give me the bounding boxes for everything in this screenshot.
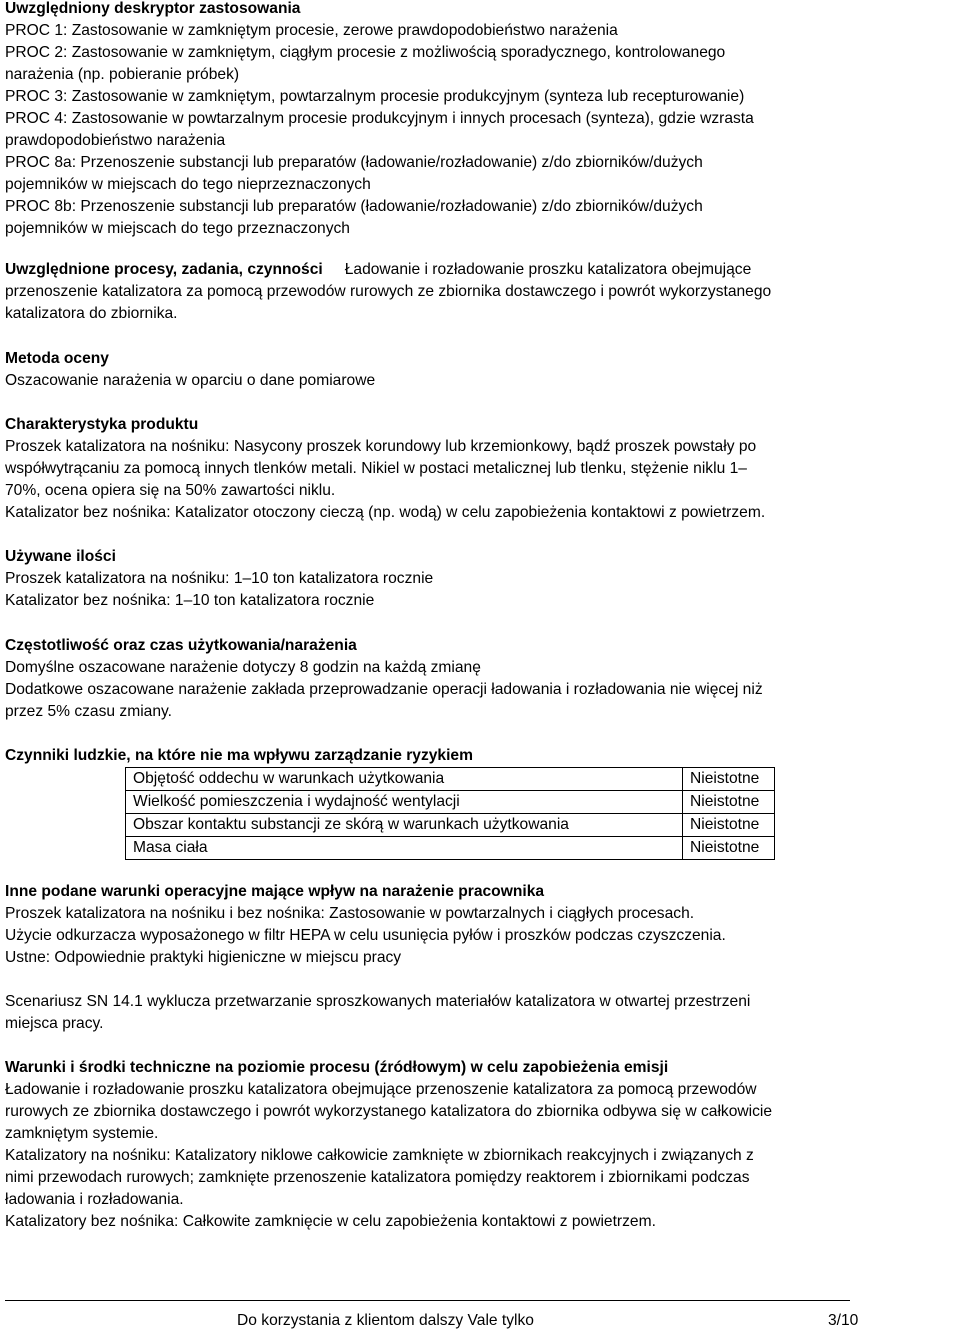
section-heading: Częstotliwość oraz czas użytkowania/narażenia	[5, 637, 357, 654]
section-heading: Inne podane warunki operacyjne mające wpływ na narażenie pracownika	[5, 883, 545, 900]
section-quantities	[5, 546, 950, 612]
text-line: PROC 8a: Przenoszenie substancji lub preparatów (ładowanie/rozładowanie) z/do zbiorników/dużych	[5, 154, 703, 171]
section-heading: Uwzględniony deskryptor zastosowania	[5, 0, 301, 17]
text-line: Scenariusz SN 14.1 wyklucza przetwarzanie sproszkowanych materiałów katalizatora w otwartej przestrzeni	[5, 993, 751, 1010]
text-line: Proszek katalizatora na nośniku: Nasycony proszek korundowy lub krzemionkowy, bądź proszek powstały po	[5, 438, 757, 455]
text-line: Katalizatory na nośniku: Katalizatory niklowe całkowicie zamknięte w zbiornikach reakcyjnych i związanych z	[5, 1147, 754, 1164]
page-number: 3/10	[828, 1312, 859, 1329]
section-heading: Używane ilości	[5, 548, 116, 565]
text-line: PROC 8b: Przenoszenie substancji lub preparatów (ładowanie/rozładowanie) z/do zbiorników/dużych	[5, 198, 703, 215]
text-line: Katalizator bez nośnika: 1–10 ton katalizatora rocznie	[5, 592, 375, 609]
text-line: Dodatkowe oszacowane narażenie zakłada przeprowadzanie operacji ładowania i rozładowania nie więcej niż	[5, 681, 763, 698]
section-human-factors	[5, 745, 950, 767]
text-line: prawdopodobieństwo narażenia	[5, 132, 226, 149]
table-row	[126, 791, 775, 814]
section-technical-measures	[5, 1057, 950, 1233]
section-heading: Charakterystyka produktu	[5, 416, 199, 433]
factor-cell: Objętość oddechu w warunkach użytkowania	[126, 768, 683, 791]
text-line: 70%, ocena opiera się na 50% zawartości niklu.	[5, 482, 336, 499]
text-line: pojemników w miejscach do tego przeznaczonych	[5, 220, 350, 237]
text-line: PROC 2: Zastosowanie w zamkniętym, ciągłym procesie z możliwością sporadycznego, kontrolowanego	[5, 44, 726, 61]
section-method	[5, 348, 950, 392]
table-row	[126, 814, 775, 837]
footer-text: Do korzystania z klientom dalszy Vale tylko	[237, 1312, 534, 1329]
text-line: katalizatora do zbiornika.	[5, 305, 178, 322]
text-line: Ustne: Odpowiednie praktyki higieniczne w miejscu pracy	[5, 949, 402, 966]
text-line: Katalizatory bez nośnika: Całkowite zamknięcie w celu zapobieżenia kontaktowi z powietrzem.	[5, 1213, 656, 1230]
text-line: współwytrącaniu za pomocą innych tlenków metali. Nikiel w postaci metalicznej lub tlenku, stężenie niklu 1–	[5, 460, 747, 477]
section-heading: Metoda oceny	[5, 350, 109, 367]
text-line: Domyślne oszacowane narażenie dotyczy 8 godzin na każdą zmianę	[5, 659, 481, 676]
section-heading: Uwzględnione procesy, zadania, czynności	[5, 261, 323, 278]
process-first-line	[5, 259, 950, 281]
text-line: rurowych ze zbiornika dostawczego i powrót wykorzystanego katalizatora do zbiornika odbywa się w całkowicie	[5, 1103, 773, 1120]
section-scenario	[5, 991, 950, 1035]
section-processes	[5, 259, 950, 325]
text-line: Proszek katalizatora na nośniku i bez nośnika: Zastosowanie w powtarzalnych i ciągłych procesach.	[5, 905, 695, 922]
text-line: przez 5% czasu zmiany.	[5, 703, 172, 720]
footer-divider	[5, 1300, 850, 1301]
section-frequency	[5, 635, 950, 723]
text-line: nimi przewodach rurowych; zamknięte przenoszenie katalizatora pomiędzy reaktorem i zbiornikami podczas	[5, 1169, 750, 1186]
value-cell: Nieistotne	[683, 791, 775, 814]
text-line: Oszacowanie narażenia w oparciu o dane pomiarowe	[5, 372, 376, 389]
text-line: PROC 4: Zastosowanie w powtarzalnym procesie produkcyjnym i innych procesach (synteza), gdzie wzrasta	[5, 110, 754, 127]
factor-cell: Wielkość pomieszczenia i wydajność wentylacji	[126, 791, 683, 814]
text-line: miejsca pracy.	[5, 1015, 104, 1032]
value-cell: Nieistotne	[683, 814, 775, 837]
value-cell: Nieistotne	[683, 837, 775, 860]
text-line: Ładowanie i rozładowanie proszku katalizatora obejmujące	[344, 261, 752, 278]
page-footer	[0, 1300, 960, 1335]
factor-cell: Masa ciała	[126, 837, 683, 860]
text-line: Użycie odkurzacza wyposażonego w filtr HEPA w celu usunięcia pyłów i proszków podczas czyszczenia.	[5, 927, 726, 944]
text-line: Proszek katalizatora na nośniku: 1–10 ton katalizatora rocznie	[5, 570, 434, 587]
text-line: Ładowanie i rozładowanie proszku katalizatora obejmujące przenoszenie katalizatora za pomocą przewodów	[5, 1081, 757, 1098]
table-row	[126, 837, 775, 860]
human-factors-table	[125, 767, 775, 860]
text-line: PROC 3: Zastosowanie w zamkniętym, powtarzalnym procesie produkcyjnym (synteza lub recepturowanie)	[5, 88, 745, 105]
text-line: przenoszenie katalizatora za pomocą przewodów rurowych ze zbiornika dostawczego i powrót wykorzystanego	[5, 283, 772, 300]
section-use-descriptors	[5, 0, 950, 240]
text-line: pojemników w miejscach do tego nieprzeznaczonych	[5, 176, 371, 193]
section-heading: Warunki i środki techniczne na poziomie procesu (źródłowym) w celu zapobieżenia emisji	[5, 1059, 669, 1076]
section-heading: Czynniki ludzkie, na które nie ma wpływu zarządzanie ryzykiem	[5, 747, 473, 764]
section-product	[5, 414, 950, 524]
section-other-conditions	[5, 881, 950, 969]
text-line: narażenia (np. pobieranie próbek)	[5, 66, 240, 83]
text-line: ładowania i rozładowania.	[5, 1191, 184, 1208]
table-row	[126, 768, 775, 791]
text-line: Katalizator bez nośnika: Katalizator otoczony cieczą (np. wodą) w celu zapobieżenia kontaktowi z powietrzem.	[5, 504, 766, 521]
text-line: zamkniętym systemie.	[5, 1125, 159, 1142]
value-cell: Nieistotne	[683, 768, 775, 791]
text-line: PROC 1: Zastosowanie w zamkniętym procesie, zerowe prawdopodobieństwo narażenia	[5, 22, 618, 39]
factor-cell: Obszar kontaktu substancji ze skórą w warunkach użytkowania	[126, 814, 683, 837]
